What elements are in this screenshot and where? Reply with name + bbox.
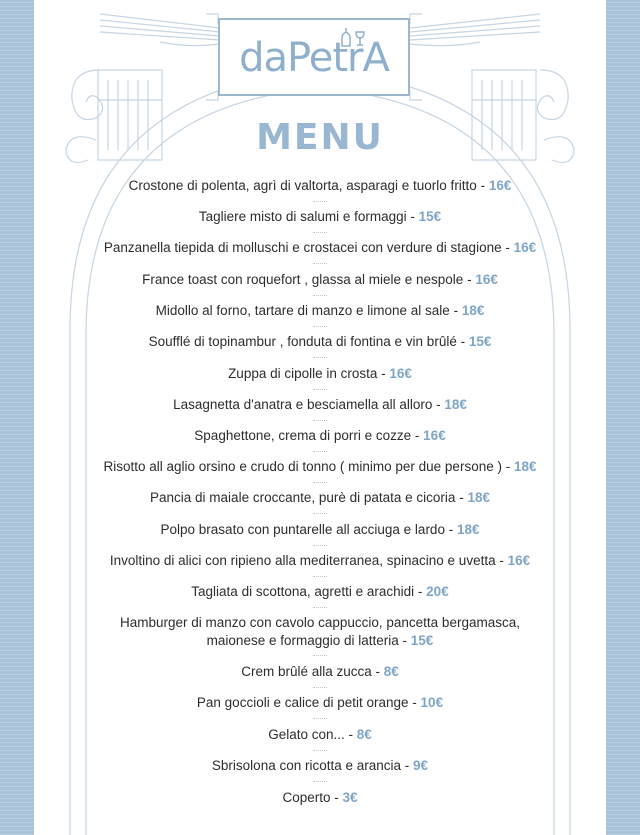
menu-item: Polpo brasato con puntarelle all acciuga e lardo - 18€	[160, 522, 480, 537]
item-name: Crem brûlé alla zucca	[241, 664, 372, 679]
item-separator	[313, 451, 327, 452]
item-price: 16€	[513, 240, 537, 255]
item-price: 18€	[461, 303, 485, 318]
item-name: Spaghettone, crema di porri e cozze	[194, 428, 412, 443]
menu-item: Soufflé di topinambur , fonduta di fontina e vin brûlé - 15€	[148, 334, 492, 349]
item-price: 3€	[342, 790, 358, 805]
item-name: Gelato con...	[268, 727, 345, 742]
item-name: Involtino di alici con ripieno alla mediterranea, spinacino e uvetta	[109, 553, 496, 568]
item-name: Panzanella tiepida di molluschi e crostacei con verdure di stagione	[103, 240, 502, 255]
item-name: Pan goccioli e calice di petit orange	[196, 695, 409, 710]
item-separator	[313, 513, 327, 514]
menu-item: Involtino di alici con ripieno alla mediterranea, spinacino e uvetta - 16€	[109, 553, 531, 568]
item-separator	[313, 576, 327, 577]
item-separator	[313, 607, 327, 608]
item-price: 16€	[488, 178, 512, 193]
item-separator	[313, 655, 327, 656]
menu-item: Tagliere misto di salumi e formaggi - 15€	[198, 209, 442, 224]
brand-logo	[218, 18, 410, 96]
item-name: Coperto	[282, 790, 331, 805]
item-price: 8€	[356, 727, 372, 742]
item-price: 10€	[420, 695, 444, 710]
item-price: 16€	[507, 553, 531, 568]
item-separator	[313, 687, 327, 688]
item-name: Midollo al forno, tartare di manzo e limone al sale	[155, 303, 450, 318]
item-separator	[313, 326, 327, 327]
item-name: Crostone di polenta, agrì di valtorta, asparagi e tuorlo fritto	[128, 178, 477, 193]
menu-item: Spaghettone, crema di porri e cozze - 16€	[194, 428, 446, 443]
item-separator	[313, 482, 327, 483]
menu-item: Gelato con... - 8€	[268, 727, 372, 742]
item-price: 18€	[513, 459, 537, 474]
menu-item: Hamburger di manzo con cavolo cappuccio, pancetta bergamasca, maionese e formaggio di latteria - 15€	[64, 614, 576, 650]
item-separator	[313, 263, 327, 264]
item-name: Pancia di maiale croccante, purè di patata e cicoria	[150, 490, 456, 505]
item-name: Zuppa di cipolle in crosta	[228, 366, 378, 381]
item-name: Sbrisolona con ricotta e arancia	[211, 758, 402, 773]
item-name: maionese e formaggio di latteria	[206, 633, 399, 648]
item-separator	[313, 201, 327, 202]
item-separator	[313, 232, 327, 233]
item-separator	[313, 295, 327, 296]
item-separator	[313, 750, 327, 751]
item-separator	[313, 781, 327, 782]
item-name: Tagliata di scottona, agretti e arachidi	[191, 584, 415, 599]
item-price: 9€	[413, 758, 429, 773]
item-price: 18€	[467, 490, 490, 505]
bottle-glass-icon	[338, 26, 378, 48]
item-price: 16€	[475, 272, 498, 287]
item-name: Tagliere misto di salumi e formaggi	[198, 209, 407, 224]
menu-item: Tagliata di scottona, agretti e arachidi - 20€	[191, 584, 449, 599]
menu-title: MENU	[256, 117, 384, 158]
item-separator	[313, 718, 327, 719]
item-price: 16€	[389, 366, 412, 381]
menu-item: Zuppa di cipolle in crosta - 16€	[228, 366, 412, 381]
item-price: 8€	[383, 664, 399, 679]
menu-item: Pan goccioli e calice di petit orange - 10€	[196, 695, 444, 710]
menu-item: France toast con roquefort , glassa al miele e nespole - 16€	[142, 272, 498, 287]
item-price: 16€	[423, 428, 446, 443]
item-price: 15€	[410, 633, 434, 648]
item-name: Hamburger di manzo con cavolo cappuccio, pancetta bergamasca,	[120, 615, 520, 630]
item-name: Lasagnetta d'anatra e besciamella all alloro	[173, 397, 433, 412]
menu-item: Panzanella tiepida di molluschi e crostacei con verdure di stagione - 16€	[103, 240, 537, 255]
item-separator	[313, 357, 327, 358]
menu-item: Sbrisolona con ricotta e arancia - 9€	[211, 758, 429, 773]
brand-logo-text: daPetrA	[239, 35, 389, 81]
item-separator	[313, 420, 327, 421]
item-separator	[313, 545, 327, 546]
item-name: Soufflé di topinambur , fonduta di fontina e vin brûlé	[148, 334, 457, 349]
item-name: France toast con roquefort , glassa al miele e nespole	[142, 272, 464, 287]
item-name: Risotto all aglio orsino e crudo di tonno ( minimo per due persone )	[103, 459, 502, 474]
menu-item: Pancia di maiale croccante, purè di patata e cicoria - 18€	[150, 490, 490, 505]
item-name: Polpo brasato con puntarelle all acciuga e lardo	[160, 522, 445, 537]
menu-item: Midollo al forno, tartare di manzo e limone al sale - 18€	[155, 303, 485, 318]
item-price: 15€	[418, 209, 442, 224]
item-price: 18€	[456, 522, 480, 537]
item-separator	[313, 389, 327, 390]
menu-item: Risotto all aglio orsino e crudo di tonno ( minimo per due persone ) - 18€	[103, 459, 537, 474]
menu-item: Lasagnetta d'anatra e besciamella all alloro - 18€	[173, 397, 467, 412]
item-price: 20€	[426, 584, 449, 599]
menu-item: Coperto - 3€	[282, 790, 358, 805]
menu-item: Crem brûlé alla zucca - 8€	[241, 664, 399, 679]
item-price: 18€	[444, 397, 467, 412]
item-price: 15€	[468, 334, 492, 349]
menu-item: Crostone di polenta, agrì di valtorta, asparagi e tuorlo fritto - 16€	[128, 178, 512, 193]
